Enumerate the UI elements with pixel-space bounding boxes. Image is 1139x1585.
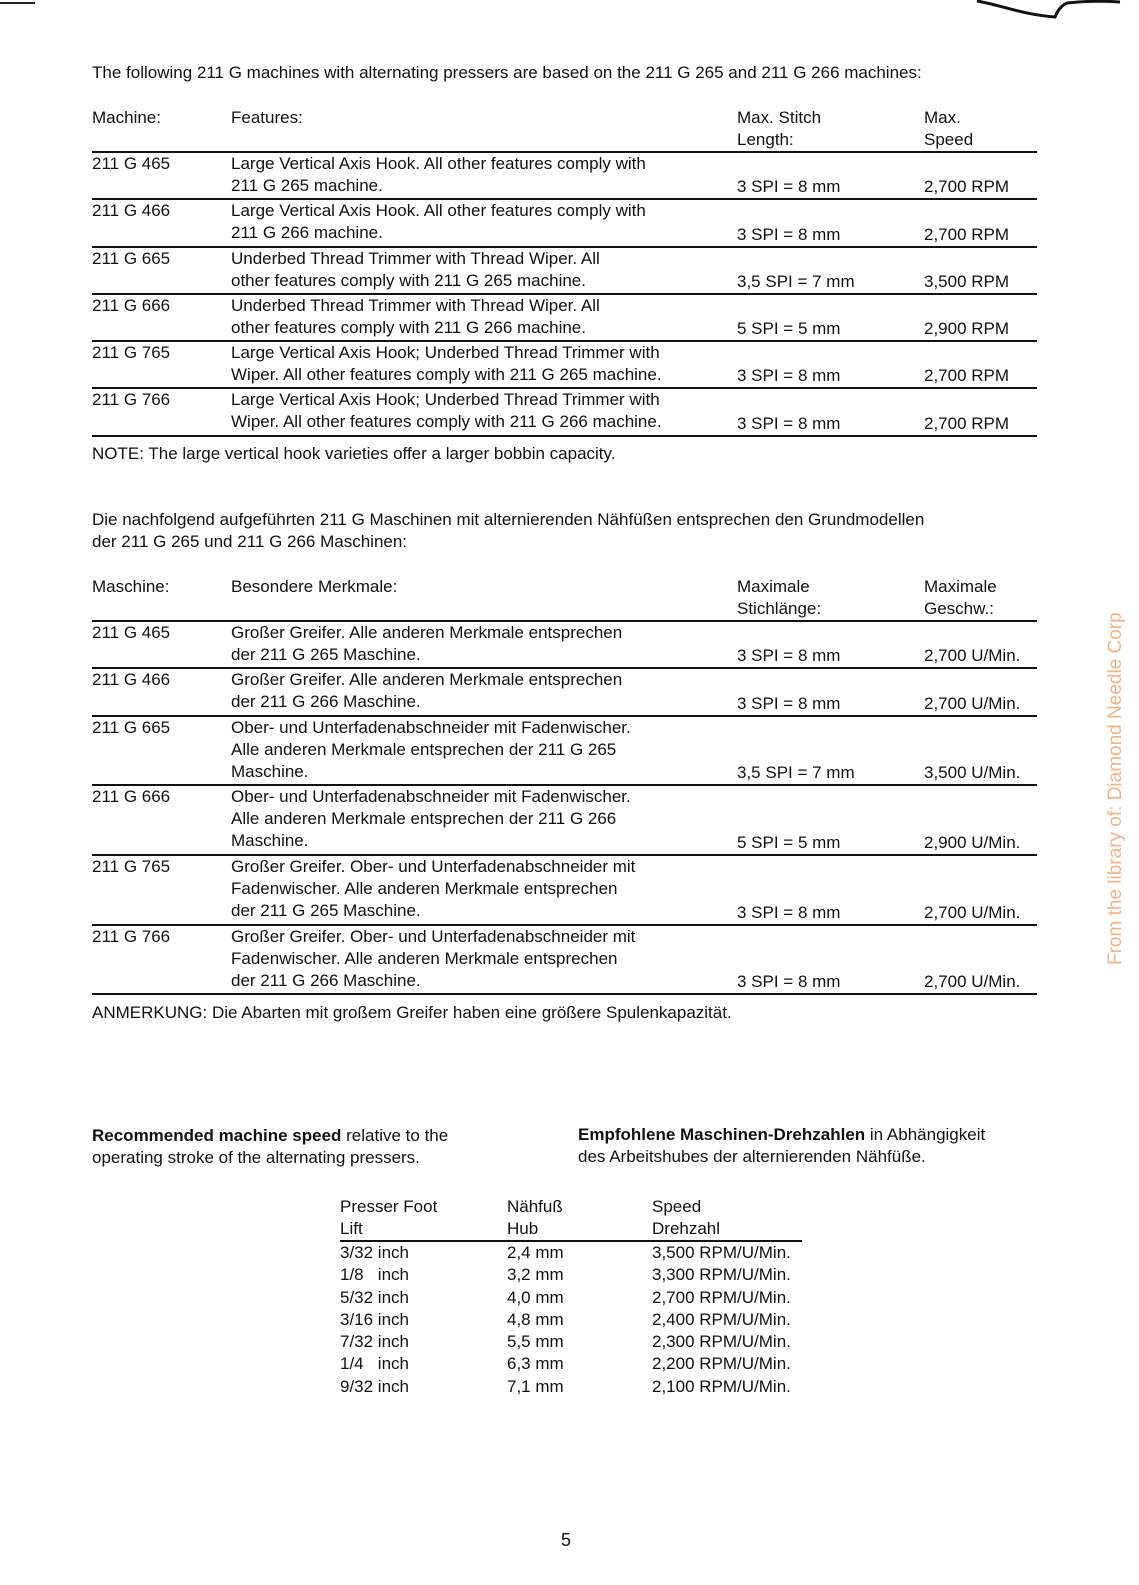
cell-machine: 211 G 466 bbox=[92, 201, 171, 221]
feature-line: Ober- und Unterfadenabschneider mit Fadenwischer. bbox=[231, 787, 631, 807]
feature-line: der 211 G 266 Maschine. bbox=[231, 692, 421, 712]
header-features: Besondere Merkmale: bbox=[231, 577, 398, 596]
header-stitch-line1: Maximale bbox=[737, 577, 810, 596]
table-row bbox=[92, 342, 1037, 389]
feature-line: Fadenwischer. Alle anderen Merkmale entsprechen bbox=[231, 948, 618, 968]
header-speed bbox=[924, 107, 973, 151]
feature-line: Großer Greifer. Ober- und Unterfadenabschneider mit bbox=[231, 926, 636, 946]
cell-speed: 2,700 U/Min. bbox=[924, 902, 1021, 922]
cell-hub: 7,1 mm bbox=[507, 1376, 564, 1396]
german-spec-table bbox=[92, 576, 1037, 995]
cell-hub: 4,8 mm bbox=[507, 1309, 564, 1329]
feature-line: Large Vertical Axis Hook; Underbed Thread Trimmer with bbox=[231, 343, 660, 363]
cell-hub: 3,2 mm bbox=[507, 1265, 564, 1285]
cell-stitch: 3,5 SPI = 7 mm bbox=[737, 763, 855, 783]
recommended-de-line2: des Arbeitshubes der alternierenden Nähfüße. bbox=[578, 1147, 926, 1166]
cell-stitch: 3 SPI = 8 mm bbox=[737, 972, 841, 992]
cell-machine: 211 G 766 bbox=[92, 390, 171, 410]
english-intro: The following 211 G machines with alternating pressers are based on the 211 G 265 and 211 G 266 machines: bbox=[92, 63, 922, 82]
cell-speed: 2,700 U/Min. bbox=[924, 972, 1021, 992]
header-stitch-line1: Max. Stitch bbox=[737, 108, 822, 127]
recommended-de-rest: in Abhängigkeit bbox=[865, 1125, 986, 1144]
header-speed-line2: Drehzahl bbox=[652, 1219, 721, 1238]
cell-stitch: 3,5 SPI = 7 mm bbox=[737, 271, 855, 291]
cell-machine: 211 G 465 bbox=[92, 154, 171, 173]
cell-hub: 6,3 mm bbox=[507, 1354, 564, 1374]
header-speed-line1: Speed bbox=[652, 1197, 702, 1216]
header-speed bbox=[652, 1196, 720, 1240]
feature-line: Großer Greifer. Alle anderen Merkmale entsprechen bbox=[231, 623, 623, 642]
feature-line: other features comply with 211 G 266 machine. bbox=[231, 317, 586, 337]
feature-line: Großer Greifer. Alle anderen Merkmale entsprechen bbox=[231, 670, 623, 690]
library-watermark: From the library of: Diamond Needle Corp bbox=[1105, 612, 1126, 965]
cell-speed: 2,900 U/Min. bbox=[924, 832, 1021, 852]
cell-lift: 3/16 inch bbox=[340, 1309, 409, 1329]
header-stitch bbox=[737, 107, 821, 151]
table-row bbox=[92, 389, 1037, 436]
feature-line: Underbed Thread Trimmer with Thread Wiper. All bbox=[231, 295, 600, 315]
cell-stitch: 3 SPI = 8 mm bbox=[737, 693, 841, 713]
cell-speed: 3,500 RPM bbox=[924, 271, 1010, 291]
header-lift bbox=[340, 1196, 437, 1240]
table-row bbox=[340, 1264, 802, 1286]
scan-mark-left bbox=[0, 2, 35, 4]
cell-stitch: 3 SPI = 8 mm bbox=[737, 413, 841, 433]
table-row bbox=[92, 153, 1037, 200]
header-stitch-line2: Length: bbox=[737, 130, 794, 149]
cell-features bbox=[231, 669, 622, 713]
feature-line: other features comply with 211 G 265 machine. bbox=[231, 270, 586, 290]
cell-features bbox=[231, 200, 646, 244]
table-row bbox=[340, 1331, 802, 1353]
cell-speed: 2,700 U/Min. bbox=[924, 646, 1021, 666]
header-lift-line1: Presser Foot bbox=[340, 1197, 438, 1216]
cell-speed: 2,700 RPM bbox=[924, 177, 1010, 197]
header-hub bbox=[507, 1196, 563, 1240]
header-speed bbox=[924, 576, 997, 620]
german-note: ANMERKUNG: Die Abarten mit großem Greifer haben eine größere Spulenkapazität. bbox=[92, 1003, 732, 1022]
cell-hub: 2,4 mm bbox=[507, 1243, 564, 1262]
header-speed-line1: Max. bbox=[924, 108, 961, 127]
cell-features bbox=[231, 342, 662, 386]
table-row bbox=[340, 1376, 802, 1398]
feature-line: Underbed Thread Trimmer with Thread Wiper. All bbox=[231, 248, 600, 268]
cell-stitch: 5 SPI = 5 mm bbox=[737, 319, 841, 339]
cell-lift: 5/32 inch bbox=[340, 1287, 409, 1307]
cell-lift: 9/32 inch bbox=[340, 1376, 409, 1396]
header-hub-line2: Hub bbox=[507, 1219, 539, 1238]
cell-stitch: 5 SPI = 5 mm bbox=[737, 832, 841, 852]
cell-features bbox=[231, 153, 646, 197]
cell-lift: 3/32 inch bbox=[340, 1243, 409, 1262]
cell-speed: 2,100 RPM/U/Min. bbox=[652, 1376, 791, 1396]
recommended-en-line1 bbox=[92, 1125, 448, 1147]
recommended-en-title: Recommended machine speed bbox=[92, 1126, 342, 1145]
cell-stitch: 3 SPI = 8 mm bbox=[737, 902, 841, 922]
cell-stitch: 3 SPI = 8 mm bbox=[737, 177, 841, 197]
feature-line: Ober- und Unterfadenabschneider mit Fadenwischer. bbox=[231, 717, 631, 737]
feature-line: Großer Greifer. Ober- und Unterfadenabschneider mit bbox=[231, 856, 636, 876]
cell-speed: 2,700 RPM bbox=[924, 224, 1010, 244]
cell-machine: 211 G 765 bbox=[92, 856, 171, 876]
english-spec-table bbox=[92, 107, 1037, 437]
recommended-en-rest: relative to the bbox=[341, 1126, 449, 1145]
cell-lift: 7/32 inch bbox=[340, 1332, 409, 1352]
page-number: 5 bbox=[561, 1530, 572, 1550]
header-speed-line1: Maximale bbox=[924, 577, 997, 596]
cell-speed: 2,200 RPM/U/Min. bbox=[652, 1354, 791, 1374]
feature-line: der 211 G 265 Maschine. bbox=[231, 900, 421, 920]
cell-features bbox=[231, 295, 600, 339]
header-hub-line1: Nähfuß bbox=[507, 1197, 563, 1216]
cell-machine: 211 G 665 bbox=[92, 717, 171, 737]
feature-line: der 211 G 266 Maschine. bbox=[231, 970, 421, 990]
recommended-de-line1 bbox=[578, 1124, 985, 1146]
header-features: Features: bbox=[231, 108, 303, 127]
cell-speed: 2,400 RPM/U/Min. bbox=[652, 1309, 791, 1329]
feature-line: Alle anderen Merkmale entsprechen der 211 G 266 bbox=[231, 809, 617, 829]
cell-machine: 211 G 665 bbox=[92, 248, 171, 268]
table-header bbox=[92, 107, 1037, 153]
feature-line: Large Vertical Axis Hook; Underbed Thread Trimmer with bbox=[231, 390, 660, 410]
cell-features bbox=[231, 389, 662, 433]
cell-speed: 2,900 RPM bbox=[924, 319, 1010, 339]
cell-stitch: 3 SPI = 8 mm bbox=[737, 366, 841, 386]
cell-lift: 1/4 inch bbox=[340, 1354, 409, 1374]
table-row bbox=[92, 786, 1037, 856]
table-row bbox=[92, 717, 1037, 787]
cell-machine: 211 G 466 bbox=[92, 670, 171, 690]
speed-table-header bbox=[340, 1196, 802, 1242]
header-stitch-line2: Stichlänge: bbox=[737, 599, 822, 618]
feature-line: der 211 G 265 Maschine. bbox=[231, 645, 421, 664]
table-row bbox=[340, 1309, 802, 1331]
german-intro-line2: der 211 G 265 und 211 G 266 Maschinen: bbox=[92, 532, 408, 551]
table-row bbox=[340, 1287, 802, 1309]
table-row bbox=[92, 856, 1037, 926]
cell-machine: 211 G 766 bbox=[92, 926, 171, 946]
cell-speed: 2,700 RPM bbox=[924, 366, 1010, 386]
recommended-en-line2: operating stroke of the alternating pressers. bbox=[92, 1148, 420, 1167]
header-speed-line2: Geschw.: bbox=[924, 599, 994, 618]
cell-speed: 3,300 RPM/U/Min. bbox=[652, 1265, 791, 1285]
cell-machine: 211 G 666 bbox=[92, 295, 171, 315]
cell-lift: 1/8 inch bbox=[340, 1265, 409, 1285]
table-header bbox=[92, 576, 1037, 622]
cell-features bbox=[231, 786, 631, 852]
cell-machine: 211 G 465 bbox=[92, 623, 171, 642]
cell-features bbox=[231, 248, 600, 292]
cell-features bbox=[231, 856, 635, 922]
german-intro-line1: Die nachfolgend aufgeführten 211 G Maschinen mit alternierenden Nähfüßen entsprechen den Grundmodellen bbox=[92, 510, 925, 529]
cell-machine: 211 G 765 bbox=[92, 343, 171, 363]
cell-hub: 4,0 mm bbox=[507, 1287, 564, 1307]
header-speed-line2: Speed bbox=[924, 130, 974, 149]
cell-speed: 2,700 RPM bbox=[924, 413, 1010, 433]
feature-line: 211 G 266 machine. bbox=[231, 223, 383, 243]
table-row bbox=[92, 200, 1037, 247]
table-row bbox=[92, 295, 1037, 342]
feature-line: 211 G 265 machine. bbox=[231, 176, 383, 195]
feature-line: Maschine. bbox=[231, 831, 309, 851]
feature-line: Large Vertical Axis Hook. All other features comply with bbox=[231, 154, 646, 173]
scan-mark bbox=[975, 0, 1125, 22]
cell-features bbox=[231, 717, 631, 783]
table-row bbox=[92, 926, 1037, 996]
table-row bbox=[92, 669, 1037, 716]
cell-speed: 2,700 U/Min. bbox=[924, 693, 1021, 713]
cell-features bbox=[231, 926, 635, 992]
cell-hub: 5,5 mm bbox=[507, 1332, 564, 1352]
cell-features bbox=[231, 622, 622, 666]
header-machine: Maschine: bbox=[92, 577, 170, 596]
feature-line: Large Vertical Axis Hook. All other features comply with bbox=[231, 201, 646, 221]
header-machine: Machine: bbox=[92, 108, 161, 127]
cell-stitch: 3 SPI = 8 mm bbox=[737, 224, 841, 244]
cell-speed: 2,300 RPM/U/Min. bbox=[652, 1332, 791, 1352]
header-stitch bbox=[737, 576, 821, 620]
recommended-de-title: Empfohlene Maschinen-Drehzahlen bbox=[578, 1125, 866, 1144]
feature-line: Maschine. bbox=[231, 761, 309, 781]
table-row bbox=[340, 1353, 802, 1375]
feature-line: Wiper. All other features comply with 211 G 266 machine. bbox=[231, 412, 662, 432]
feature-line: Alle anderen Merkmale entsprechen der 211 G 265 bbox=[231, 739, 617, 759]
cell-machine: 211 G 666 bbox=[92, 787, 171, 807]
cell-speed: 2,700 RPM/U/Min. bbox=[652, 1287, 791, 1307]
cell-stitch: 3 SPI = 8 mm bbox=[737, 646, 841, 666]
cell-speed: 3,500 U/Min. bbox=[924, 763, 1021, 783]
table-row bbox=[92, 248, 1037, 295]
english-note: NOTE: The large vertical hook varieties offer a larger bobbin capacity. bbox=[92, 444, 616, 463]
feature-line: Wiper. All other features comply with 211 G 265 machine. bbox=[231, 365, 662, 385]
table-row bbox=[340, 1242, 802, 1264]
table-row bbox=[92, 622, 1037, 669]
header-lift-line2: Lift bbox=[340, 1219, 363, 1238]
feature-line: Fadenwischer. Alle anderen Merkmale entsprechen bbox=[231, 878, 618, 898]
cell-speed: 3,500 RPM/U/Min. bbox=[652, 1243, 791, 1262]
speed-table bbox=[340, 1196, 802, 1398]
